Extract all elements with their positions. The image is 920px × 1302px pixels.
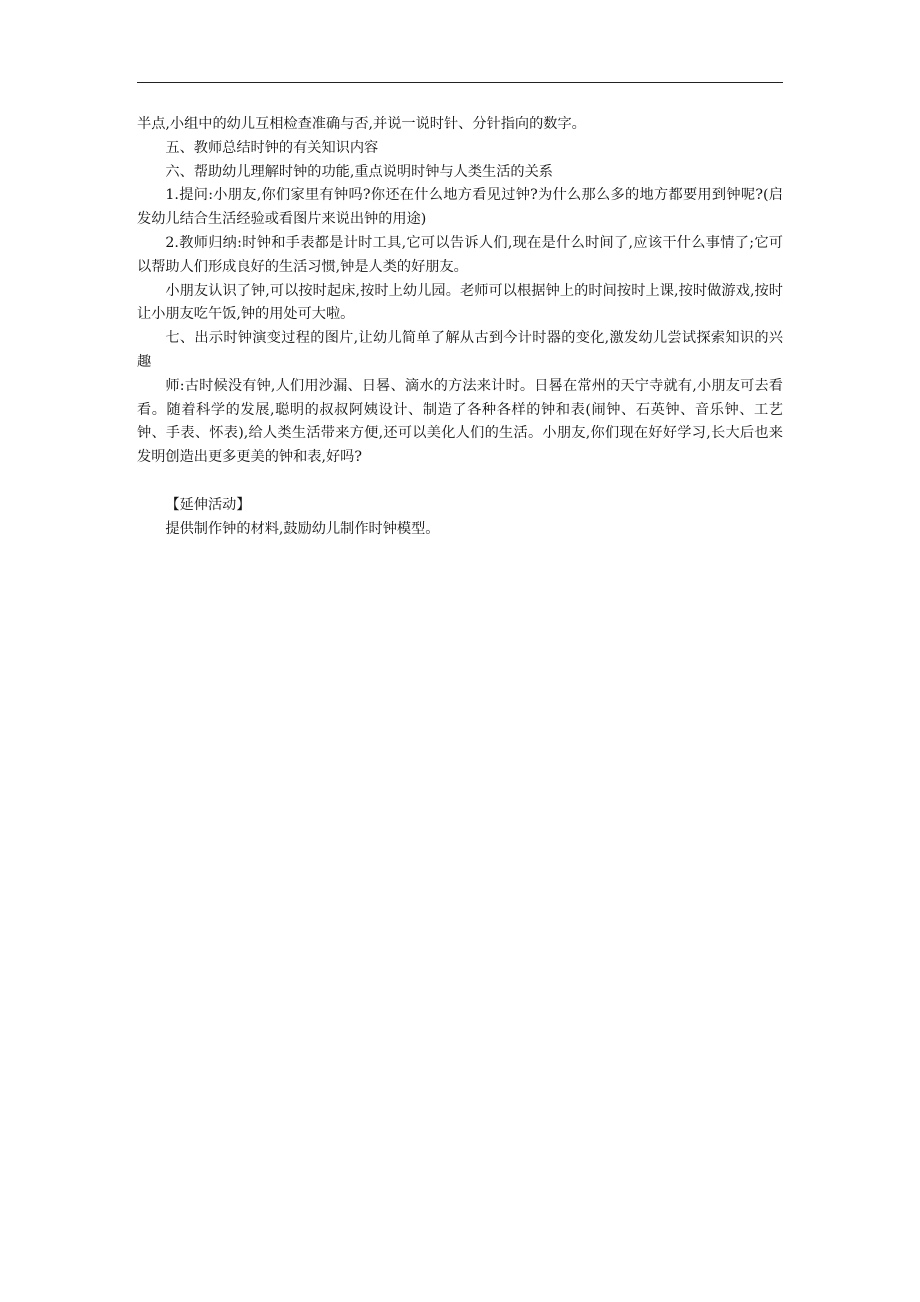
paragraph-extension-activity: 提供制作钟的材料,鼓励幼儿制作时钟模型。 — [165, 520, 440, 537]
paragraph-question: 1.提问:小朋友,你们家里有钟吗?你还在什么地方看见过钟?为什么那么多的地方都要用到钟呢?(启发幼儿结合生活经验或看图片来说出钟的用途) — [137, 187, 783, 228]
paragraph-summary: 2.教师归纳:时钟和手表都是计时工具,它可以告诉人们,现在是什么时间了,应该干什么事情了;它可以帮助人们形成良好的生活习惯,钟是人类的好朋友。 — [137, 234, 783, 275]
paragraph-clock-uses: 小朋友认识了钟,可以按时起床,按时上幼儿园。老师可以根据钟上的时间按时上课,按时做游戏,按时让小朋友吃午饭,钟的用处可大啦。 — [137, 282, 783, 323]
paragraph-teacher-story: 师:古时候没有钟,人们用沙漏、日晷、滴水的方法来计时。日晷在常州的天宁寺就有,小朋友可去看看。随着科学的发展,聪明的叔叔阿姨设计、制造了各种各样的钟和表(闹钟、石英钟、音乐钟、工艺钟、手表、怀表),给人类生活带来方便,还可以美化人们的生活。小朋友,你们现在好好学习,长大后也来发明创造出更多更美的钟和表,好吗? — [137, 377, 783, 466]
header-rule — [137, 82, 783, 83]
section-heading-5: 五、教师总结时钟的有关知识内容 — [165, 139, 379, 156]
section-heading-extension: 【延伸活动】 — [165, 496, 251, 513]
paragraph-continuation: 半点,小组中的幼儿互相检查准确与否,并说一说时针、分针指向的数字。 — [137, 116, 586, 132]
section-heading-7: 七、出示时钟演变过程的图片,让幼儿简单了解从古到今计时器的变化,激发幼儿尝试探索知识的兴趣 — [137, 330, 783, 370]
document-body — [137, 113, 783, 542]
section-heading-6: 六、帮助幼儿理解时钟的功能,重点说明时钟与人类生活的关系 — [165, 163, 553, 180]
